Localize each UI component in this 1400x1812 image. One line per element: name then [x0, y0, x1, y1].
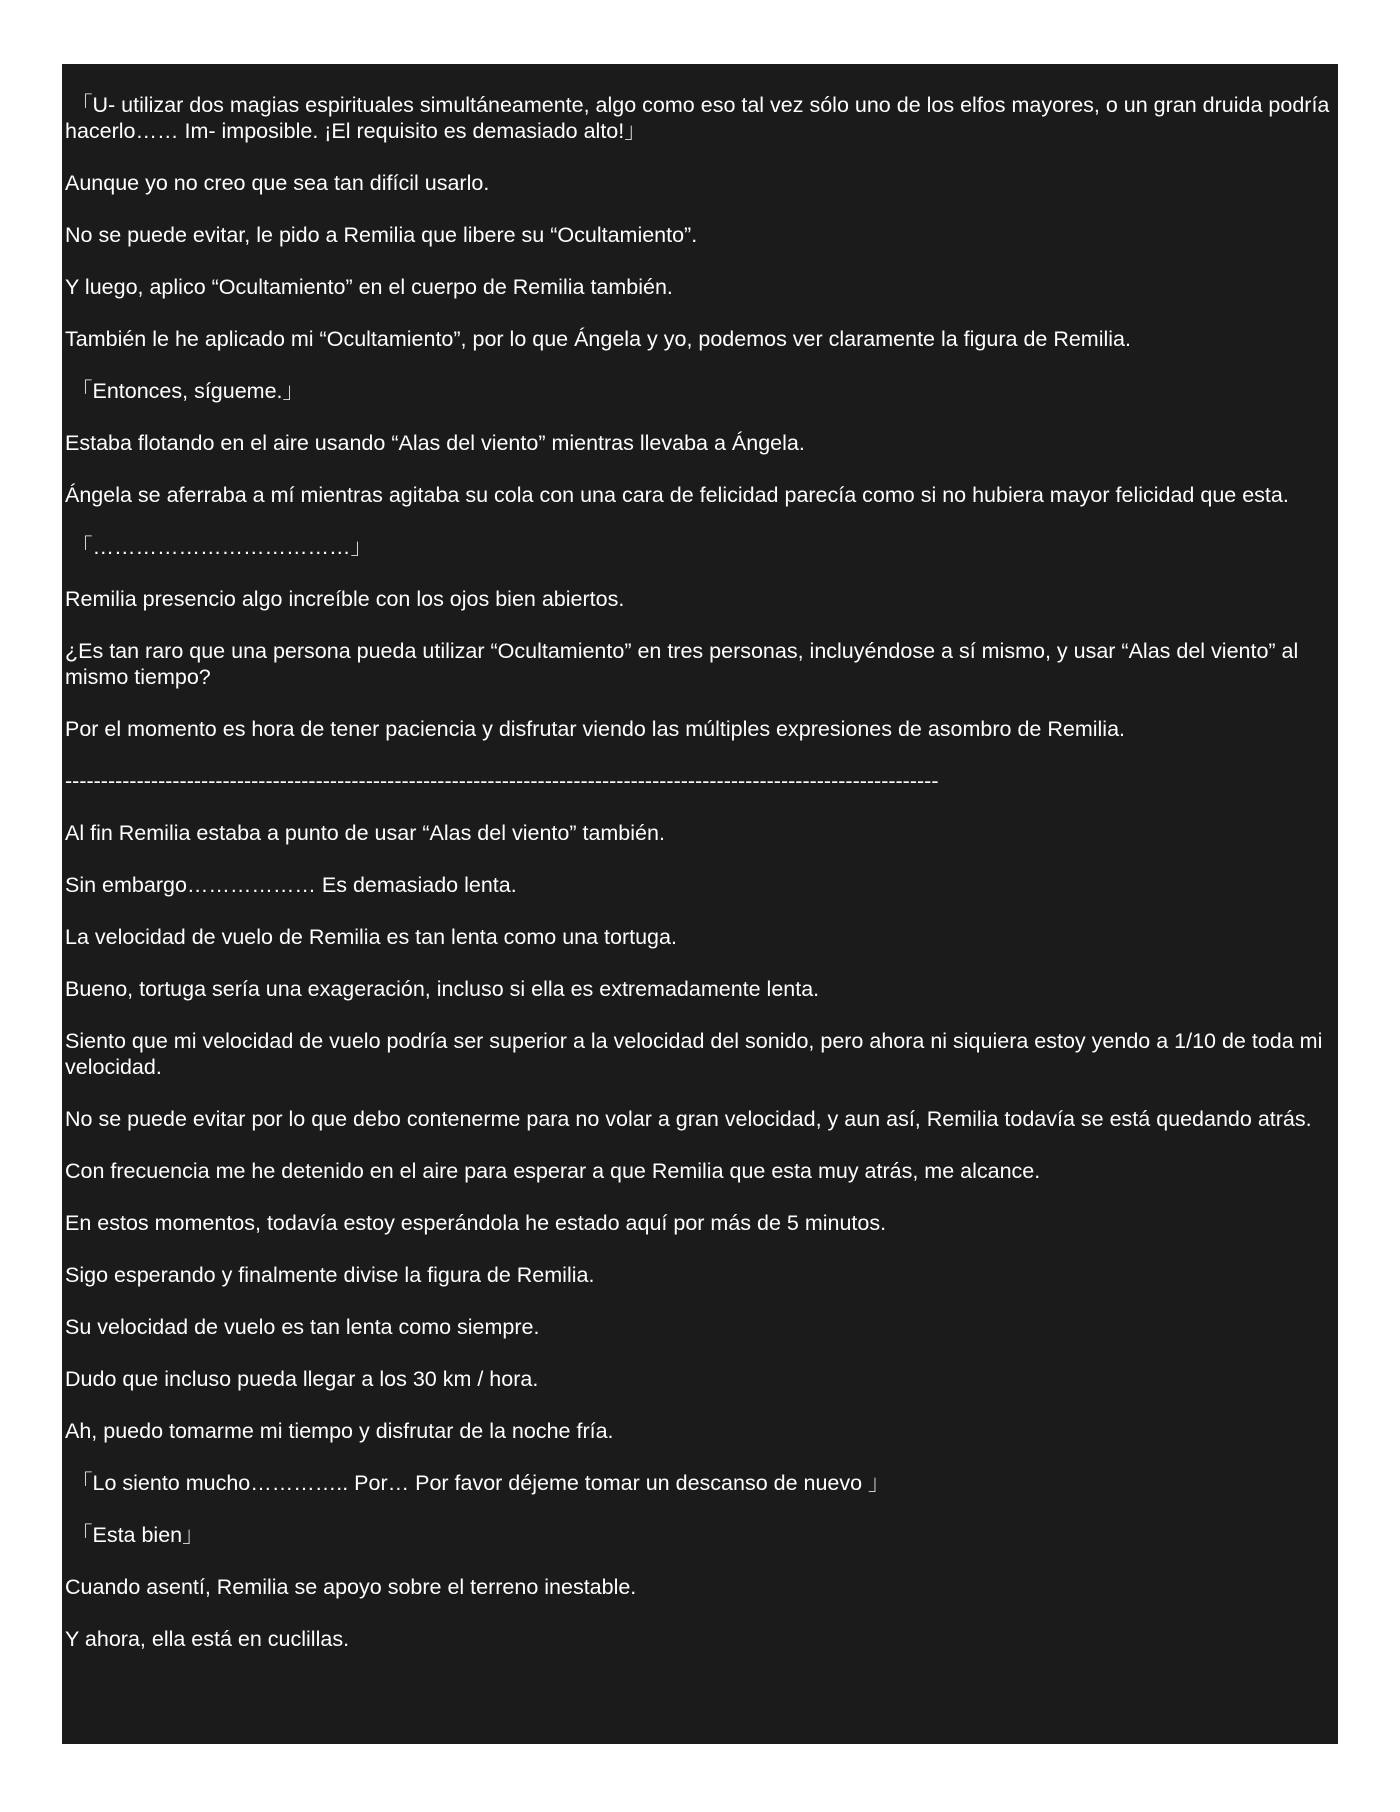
paragraph: Y ahora, ella está en cuclillas.	[65, 1627, 350, 1651]
paragraph: ¿Es tan raro que una persona pueda utilizar “Ocultamiento” en tres personas, incluyéndose a sí mismo, y usar “Alas del viento” al mismo tiempo?	[65, 639, 1305, 689]
dialogue-line: 「Esta bien」	[65, 1523, 204, 1547]
paragraph: Remilia presencio algo increíble con los ojos bien abiertos.	[65, 587, 625, 611]
paragraph: Con frecuencia me he detenido en el aire para esperar a que Remilia que esta muy atrás, me alcance.	[65, 1159, 1041, 1183]
paragraph: Y luego, aplico “Ocultamiento” en el cuerpo de Remilia también.	[65, 275, 673, 299]
paragraph: Al fin Remilia estaba a punto de usar “Alas del viento” también.	[65, 821, 665, 845]
paragraph: También le he aplicado mi “Ocultamiento”, por lo que Ángela y yo, podemos ver claramente la figura de Remilia.	[65, 327, 1131, 351]
paragraph: Estaba flotando en el aire usando “Alas del viento” mientras llevaba a Ángela.	[65, 431, 805, 455]
dialogue-line: 「Entonces, sígueme.」	[65, 379, 305, 403]
section-separator: --------------------------------------------------------------------------------------------------------------------------	[65, 769, 939, 793]
paragraph: Ángela se aferraba a mí mientras agitaba su cola con una cara de felicidad parecía como si no hubiera mayor felicidad que esta.	[65, 483, 1289, 507]
paragraph: Siento que mi velocidad de vuelo podría ser superior a la velocidad del sonido, pero ahora ni siquiera estoy yendo a 1/10 de toda mi velocidad.	[65, 1029, 1329, 1079]
dialogue-line: 「………………………………」	[65, 535, 372, 559]
paragraph: Sin embargo……………… Es demasiado lenta.	[65, 873, 517, 897]
paragraph: No se puede evitar, le pido a Remilia que libere su “Ocultamiento”.	[65, 223, 698, 247]
paragraph: Bueno, tortuga sería una exageración, incluso si ella es extremadamente lenta.	[65, 977, 820, 1001]
paragraph: Sigo esperando y finalmente divise la figura de Remilia.	[65, 1263, 595, 1287]
paragraph: La velocidad de vuelo de Remilia es tan lenta como una tortuga.	[65, 925, 677, 949]
text-panel	[62, 64, 1338, 1744]
paragraph: Cuando asentí, Remilia se apoyo sobre el terreno inestable.	[65, 1575, 637, 1599]
paragraph: Por el momento es hora de tener paciencia y disfrutar viendo las múltiples expresiones de asombro de Remilia.	[65, 717, 1126, 741]
paragraph: 「U- utilizar dos magias espirituales simultáneamente, algo como eso tal vez sólo uno de los elfos mayores, o un gran druida podría hacerlo…… Im- imposible. ¡El requisito es demasiado alto!」	[65, 93, 1336, 143]
paragraph: Ah, puedo tomarme mi tiempo y disfrutar de la noche fría.	[65, 1419, 614, 1443]
dialogue-line: 「Lo siento mucho………….. Por… Por favor déjeme tomar un descanso de nuevo 」	[65, 1471, 890, 1495]
paragraph: En estos momentos, todavía estoy esperándola he estado aquí por más de 5 minutos.	[65, 1211, 887, 1235]
paragraph: Dudo que incluso pueda llegar a los 30 km / hora.	[65, 1367, 539, 1391]
paragraph: Aunque yo no creo que sea tan difícil usarlo.	[65, 171, 490, 195]
paragraph: Su velocidad de vuelo es tan lenta como siempre.	[65, 1315, 540, 1339]
paragraph: No se puede evitar por lo que debo contenerme para no volar a gran velocidad, y aun así, Remilia todavía se está quedando atrás.	[65, 1107, 1312, 1131]
